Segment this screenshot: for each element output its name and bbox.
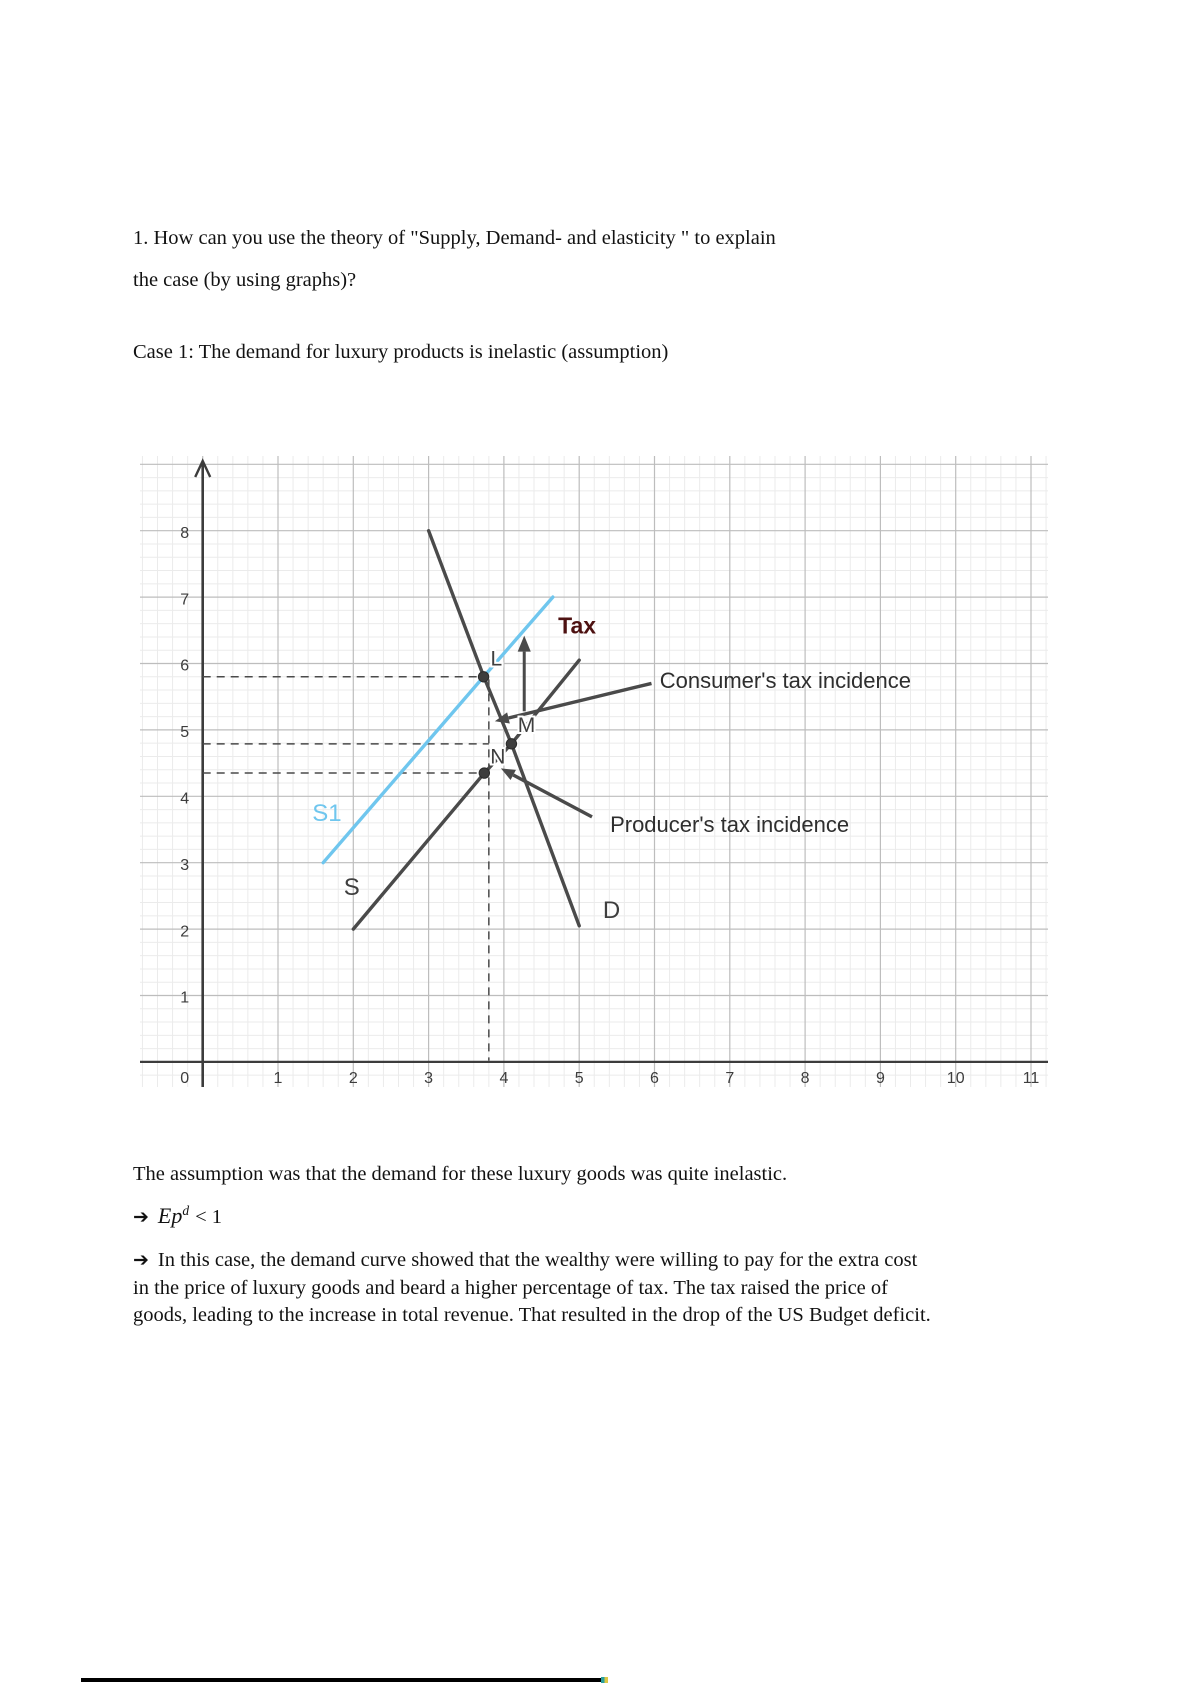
x-tick-label: 6 bbox=[650, 1070, 659, 1087]
y-tick-label: 3 bbox=[180, 856, 190, 874]
y-tick-label: 6 bbox=[180, 657, 190, 675]
x-tick-label: 11 bbox=[1022, 1070, 1040, 1087]
supply-demand-graph-svg bbox=[140, 456, 1048, 1087]
supply-demand-graph bbox=[140, 456, 1048, 1087]
question-text bbox=[133, 217, 776, 301]
label-tax: Tax bbox=[558, 612, 597, 639]
y-tick-label: 2 bbox=[180, 923, 190, 941]
y-tick-label: 1 bbox=[180, 989, 190, 1007]
label-d: D bbox=[602, 897, 621, 925]
conclusion-line-1: ➔ In this case, the demand curve showed that the wealthy were willing to pay for the extra cost bbox=[133, 1249, 918, 1271]
label-s: S bbox=[343, 873, 360, 901]
arrow-bullet-icon: ➔ bbox=[133, 1206, 149, 1228]
conclusion-line-3: goods, leading to the increase in total revenue. That resulted in the drop of the US Budget deficit. bbox=[133, 1304, 931, 1326]
x-tick-label: 7 bbox=[725, 1070, 735, 1087]
grid-minor bbox=[140, 456, 1048, 1087]
x-tick-label: 0 bbox=[180, 1070, 190, 1087]
point-L bbox=[478, 672, 488, 682]
y-tick-label: 4 bbox=[180, 790, 190, 808]
conclusion-line-2: in the price of luxury goods and beard a higher percentage of tax. The tax raised the price of bbox=[133, 1276, 888, 1299]
y-tick-label: 5 bbox=[180, 724, 190, 742]
tax-arrow bbox=[518, 636, 531, 712]
label-m: M bbox=[517, 714, 536, 738]
next-page-image-sliver bbox=[601, 1677, 608, 1683]
elasticity-formula bbox=[133, 1203, 222, 1229]
y-tick-label: 8 bbox=[180, 524, 190, 542]
formula-comparison: < 1 bbox=[195, 1206, 223, 1228]
x-tick-label: 10 bbox=[946, 1070, 965, 1087]
label-s1: S1 bbox=[312, 800, 342, 828]
label-producer-s-tax-incidence: Producer's tax incidence bbox=[610, 811, 850, 837]
x-tick-label: 5 bbox=[574, 1070, 584, 1087]
x-tick-label: 8 bbox=[800, 1070, 810, 1087]
case-title: Case 1: The demand for luxury products is inelastic (assumption) bbox=[133, 341, 669, 363]
point-N bbox=[479, 768, 489, 778]
x-tick-label: 1 bbox=[273, 1070, 283, 1087]
x-tick-label: 3 bbox=[424, 1070, 434, 1087]
arrow-bullet-icon: ➔ bbox=[133, 1249, 149, 1271]
label-consumer-s-tax-incidence: Consumer's tax incidence bbox=[659, 667, 911, 693]
x-tick-label: 2 bbox=[348, 1070, 358, 1087]
conclusion-text bbox=[133, 1247, 1073, 1330]
label-n: N bbox=[490, 745, 506, 769]
formula-superscript: d bbox=[182, 1203, 190, 1219]
x-tick-label: 4 bbox=[499, 1070, 509, 1087]
formula-symbol: Ep bbox=[157, 1203, 183, 1228]
point-M bbox=[506, 739, 516, 749]
question-line-2: the case (by using graphs)? bbox=[133, 269, 357, 291]
y-tick-label: 7 bbox=[180, 591, 190, 609]
x-tick-label: 9 bbox=[875, 1070, 885, 1087]
assumption-text: The assumption was that the demand for these luxury goods was quite inelastic. bbox=[133, 1163, 788, 1185]
dashed-guides bbox=[203, 677, 489, 1061]
page-bottom-divider bbox=[81, 1678, 601, 1682]
question-line-1: 1. How can you use the theory of "Supply, Demand- and elasticity " to explain bbox=[133, 227, 776, 249]
label-l: L bbox=[490, 647, 503, 671]
